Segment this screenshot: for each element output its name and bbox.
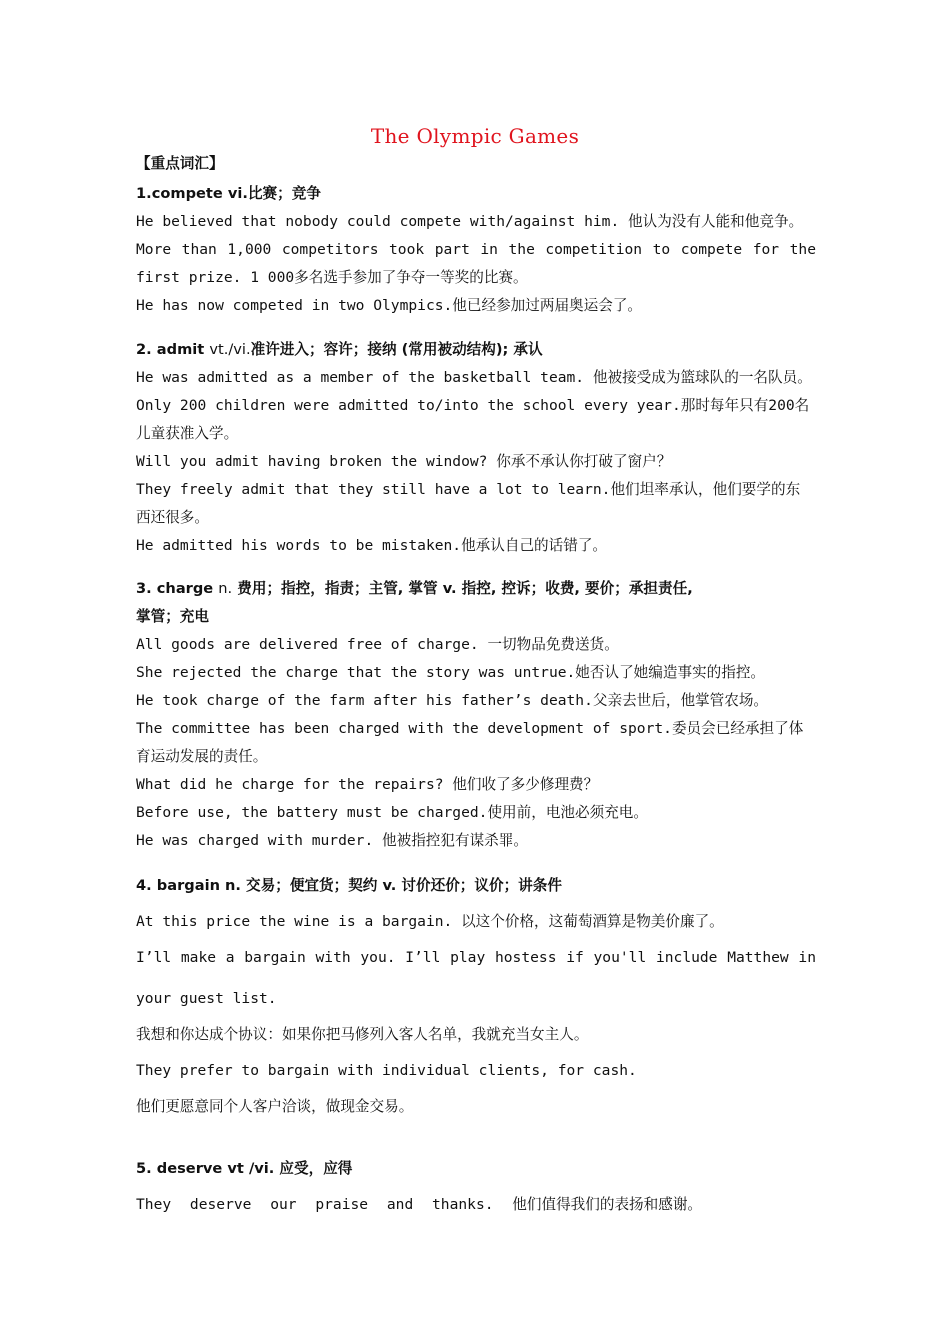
example-line: Will you admit having broken the window? 你承不承认你打破了窗户？ — [136, 453, 672, 470]
entry-heading: 2. admit vt./vi.准许进入；容许；接纳 (常用被动结构); 承认 — [136, 341, 543, 358]
example-line: They deserve our praise and thanks. 他们值得我们的表扬和感谢。 — [136, 1196, 703, 1213]
example-line: They freely admit that they still have a lot to learn.他们坦率承认，他们要学的东 — [136, 481, 801, 498]
vocab-entry-bargain — [136, 872, 816, 1121]
page-title: The Olympic Games — [370, 124, 580, 148]
vocab-entry-admit — [136, 336, 816, 560]
example-line: 他们更愿意同个人客户洽谈，做现金交易。 — [136, 1098, 414, 1115]
example-line: Before use, the battery must be charged.使用前，电池必须充电。 — [136, 804, 648, 821]
example-line: The committee has been charged with the development of sport.委员会已经承担了体 — [136, 720, 804, 737]
entry-heading: 5. deserve vt /vi. 应受，应得 — [136, 1160, 353, 1177]
example-line: At this price the wine is a bargain. 以这个价格，这葡萄酒算是物美价廉了。 — [136, 913, 724, 930]
example-line: He has now competed in two Olympics.他已经参加过两届奥运会了。 — [136, 297, 643, 314]
entry-heading: 3. charge n. 费用；指控，指责；主管, 掌管 v. 指控, 控诉；收费, 要价；承担责任, — [136, 580, 693, 597]
example-line: He was charged with murder. 他被指控犯有谋杀罪。 — [136, 832, 528, 849]
vocab-entry-compete — [136, 180, 816, 320]
example-line: first prize. 1 000多名选手参加了争夺一等奖的比赛。 — [136, 269, 528, 286]
entry-heading: 1.compete vi.比赛；竞争 — [136, 185, 321, 202]
vocab-entry-charge — [136, 575, 816, 855]
example-line: 西还很多。 — [136, 509, 209, 526]
example-line: He believed that nobody could compete with/against him. 他认为没有人能和他竞争。 — [136, 213, 804, 230]
example-line: I’ll make a bargain with you. I’ll play hostess if you'll include Matthew in — [136, 949, 816, 966]
example-line: your guest list. — [136, 990, 277, 1007]
example-line: They prefer to bargain with individual clients, for cash. — [136, 1062, 637, 1079]
example-line: 儿童获准入学。 — [136, 425, 239, 442]
example-line: 育运动发展的责任。 — [136, 748, 268, 765]
section-label: 【重点词汇】 — [136, 155, 224, 172]
example-line: He took charge of the farm after his father’s death.父亲去世后，他掌管农场。 — [136, 692, 769, 709]
example-line: More than 1,000 competitors took part in the competition to compete for the — [136, 241, 816, 258]
vocab-entry-deserve — [136, 1155, 816, 1219]
example-line: He admitted his words to be mistaken.他承认自己的话错了。 — [136, 537, 608, 554]
entry-heading-continued: 掌管；充电 — [136, 608, 209, 625]
example-line: What did he charge for the repairs? 他们收了多少修理费？ — [136, 776, 599, 793]
example-line: She rejected the charge that the story was untrue.她否认了她编造事实的指控。 — [136, 664, 766, 681]
entry-heading: 4. bargain n. 交易；便宜货；契约 v. 讨价还价；议价；讲条件 — [136, 877, 562, 894]
example-line: All goods are delivered free of charge. 一切物品免费送货。 — [136, 636, 619, 653]
example-line: He was admitted as a member of the basketball team. 他被接受成为篮球队的一名队员。 — [136, 369, 812, 386]
example-line: Only 200 children were admitted to/into the school every year.那时每年只有200名 — [136, 397, 810, 414]
example-line: 我想和你达成个协议：如果你把马修列入客人名单，我就充当女主人。 — [136, 1026, 589, 1043]
